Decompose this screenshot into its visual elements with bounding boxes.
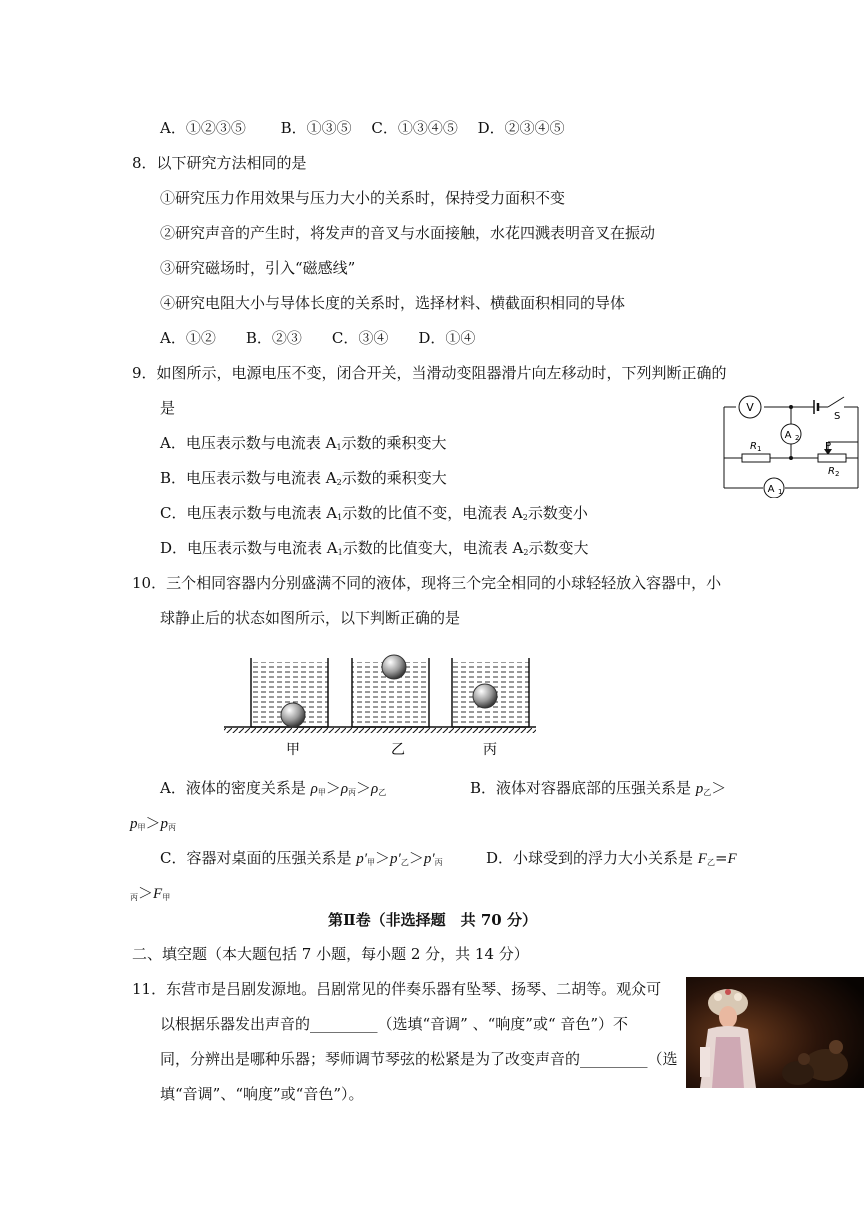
svg-text:R: R <box>828 466 835 477</box>
container-yi <box>352 655 429 727</box>
q9-option-d: D．电压表示数与电流表 $A_1$示数的比值变大，电流表 $A_2$示数变大 <box>160 539 589 557</box>
q9-option-c: C．电压表示数与电流表 $A_1$示数的比值不变，电流表 $A_2$示数变小 <box>160 504 588 522</box>
q8-options: A．①② B．②③ C．③④ D．①④ <box>160 329 476 347</box>
ball-yi <box>382 655 406 679</box>
svg-text:A: A <box>767 484 775 495</box>
q10-option-c: C．容器对桌面的压强关系是 $p'_甲>p'_乙>p'_丙$ <box>160 849 443 867</box>
section-title: 第Ⅱ卷（非选择题 共 70 分） <box>328 911 537 929</box>
label-jia: 甲 <box>286 742 300 758</box>
opera-photo <box>686 977 864 1088</box>
q8-item-3: ③研究磁场时，引入“磁感线” <box>160 259 356 277</box>
q9-option-b: B．电压表示数与电流表 $A_2$示数的乘积变大 <box>160 469 447 487</box>
svg-text:P: P <box>825 441 832 452</box>
q8-item-4: ④研究电阻大小与导体长度的关系时，选择材料、横截面积相同的导体 <box>160 294 626 312</box>
svg-text:V: V <box>746 401 754 414</box>
q11-line1: 11．东营市是吕剧发源地。吕剧常见的伴奏乐器有坠琴、扬琴、二胡等。观众可 <box>132 980 662 998</box>
ball-bing <box>473 684 497 708</box>
q10-option-d: D．小球受到的浮力大小关系是 $F_乙=F$ <box>486 849 737 867</box>
svg-text:1: 1 <box>757 445 762 453</box>
svg-text:R: R <box>750 441 757 452</box>
containers-diagram <box>220 650 540 762</box>
q7-options: A．①②③⑤ B．①③⑤ C．①③④⑤ D．②③④⑤ <box>160 119 565 137</box>
container-bing <box>452 658 529 727</box>
svg-text:2: 2 <box>835 470 840 478</box>
resistor-r2 <box>818 454 846 462</box>
label-bing: 丙 <box>483 742 497 758</box>
q10-stem-line2: 球静止后的状态如图所示，以下判断正确的是 <box>160 609 461 627</box>
ball-jia <box>281 703 305 727</box>
q11-line2: 以根据乐器发出声音的_________（选填“音调” 、“响度”或“ 音色”）不 <box>160 1015 629 1033</box>
label-yi: 乙 <box>391 742 405 758</box>
q8-stem: 8．以下研究方法相同的是 <box>132 154 307 172</box>
svg-text:S: S <box>834 411 841 422</box>
section-part2: 二、填空题（本大题包括 7 小题，每小题 2 分，共 14 分） <box>132 945 529 963</box>
q10-option-d-cont: $_丙>F_甲$ <box>130 884 171 902</box>
circuit-diagram <box>720 392 862 498</box>
q11-line4: 填“音调”、“响度”或“音色”）。 <box>160 1085 364 1103</box>
container-jia <box>251 658 328 727</box>
q9-stem-line1: 9．如图所示，电源电压不变，闭合开关，当滑动变阻器滑片向左移动时，下列判断正确的 <box>132 364 727 382</box>
q10-option-a: A．液体的密度关系是 $\rho_甲>\rho_丙>\rho_乙$ <box>160 779 387 797</box>
q10-option-b: B．液体对容器底部的压强关系是 $p_乙>$ <box>470 779 727 797</box>
resistor-r1 <box>742 454 770 462</box>
q9-option-a: A．电压表示数与电流表 $A_1$示数的乘积变大 <box>160 434 447 452</box>
svg-text:A: A <box>784 430 792 441</box>
q11-line3: 同，分辨出是哪种乐器；琴师调节琴弦的松紧是为了改变声音的_________（选 <box>160 1050 678 1068</box>
q9-stem-line2: 是 <box>160 399 176 417</box>
q8-item-2: ②研究声音的产生时，将发声的音叉与水面接触，水花四溅表明音叉在振动 <box>160 224 656 242</box>
q10-option-b-cont: $p_甲>p_丙$ <box>130 814 177 832</box>
svg-text:1: 1 <box>778 488 783 496</box>
q8-item-1: ①研究压力作用效果与压力大小的关系时，保持受力面积不变 <box>160 189 566 207</box>
svg-text:2: 2 <box>795 434 800 442</box>
q10-stem-line1: 10．三个相同容器内分别盛满不同的液体，现将三个完全相同的小球轻轻放入容器中，小 <box>132 574 722 592</box>
